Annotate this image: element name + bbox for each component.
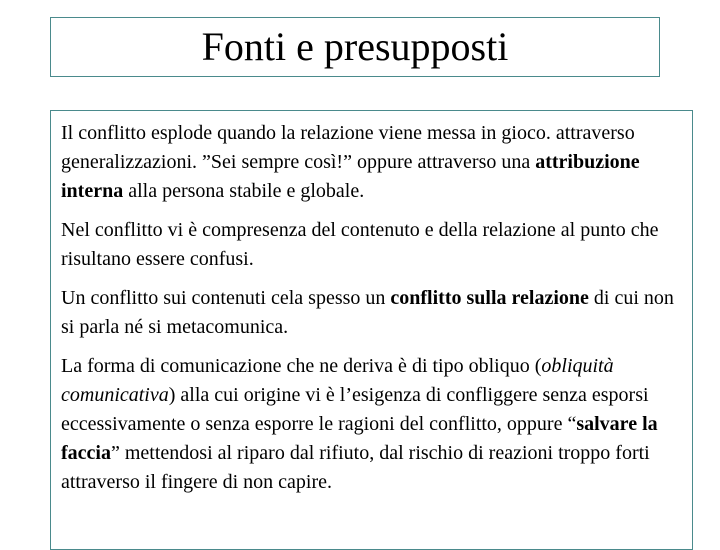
p3-bold-1: conflitto sulla relazione	[390, 287, 589, 309]
p3-text-2: di cui non si parla né si metacomunica.	[61, 287, 674, 338]
paragraph-1	[61, 119, 682, 206]
title-box	[50, 17, 660, 77]
p4-text-1: La forma di comunicazione che ne deriva è di tipo obliquo (	[61, 355, 542, 377]
paragraph-4	[61, 352, 682, 497]
p1-text-2: alla persona stabile e globale.	[123, 180, 365, 202]
p3-text-1: Un conflitto sui contenuti cela spesso un	[61, 287, 391, 309]
p1-bold-1: attribuzione interna	[61, 151, 640, 202]
paragraph-2	[61, 216, 682, 274]
p4-text-3: ” mettendosi al riparo dal rifiuto, dal rischio di reazioni troppo forti attraverso il fingere di non capire.	[61, 442, 650, 493]
slide-title: Fonti e presupposti	[201, 24, 509, 69]
p2-text-1: Nel conflitto vi è compresenza del contenuto e della relazione al punto che risultano essere confusi.	[61, 219, 659, 270]
paragraph-3	[61, 284, 682, 342]
p1-text-1: Il conflitto esplode quando la relazione viene messa in gioco. attraverso generalizzazioni. ”Sei sempre così!” oppure attraverso una	[61, 122, 635, 173]
p4-italic-1: obliquità comunicativa	[61, 355, 614, 406]
content-box	[50, 110, 693, 550]
p4-bold-1: salvare la faccia	[61, 413, 658, 464]
p4-text-2: ) alla cui origine vi è l’esigenza di confliggere senza esporsi eccessivamente o senza esporre le ragioni del conflitto, oppure “	[61, 384, 649, 435]
